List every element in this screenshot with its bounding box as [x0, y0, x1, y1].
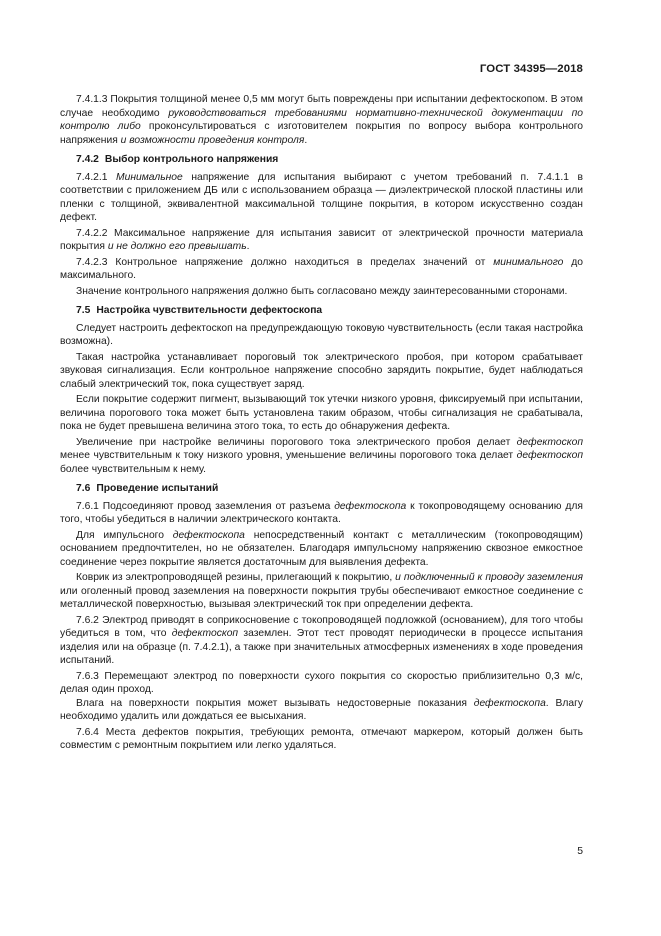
paragraph-7-6-1-b: Для импульсного дефектоскопа непосредственный контакт с металлическим (токопроводящим) основанием предпочтителен, но не обязателен. Благодаря импульсному напряжению сквозное емкостное соединение через покрытие является достаточным для выявления дефекта. [60, 529, 583, 568]
paragraph-7-6-3: 7.6.3 Перемещают электрод по поверхности сухого покрытия со скоростью приблизительно 0,3 м/с, делая один проход. [60, 670, 583, 695]
paragraph-7-4-2-2: 7.4.2.2 Максимальное напряжение для испытания зависит от электрической прочности материала покрытия и не должно его превышать. [60, 227, 583, 252]
section-heading-7-6: 7.6 Проведение испытаний [76, 483, 219, 494]
section-heading-7-5: 7.5 Настройка чувствительности дефектоскопа [76, 305, 323, 316]
paragraph-7-6-1: 7.6.1 Подсоединяют провод заземления от разъема дефектоскопа к токопроводящему основанию для того, чтобы убедиться в наличии электрического контакта. [60, 500, 584, 525]
document-code: ГОСТ 34395—2018 [479, 63, 583, 75]
paragraph-voltage-agreement: Значение контрольного напряжения должно быть согласовано между заинтересованными сторонами. [76, 285, 568, 297]
paragraph-7-5-a: Следует настроить дефектоскоп на предупреждающую токовую чувствительность (если такая настройка возможна). [60, 322, 583, 347]
paragraph-7-6-2: 7.6.2 Электрод приводят в соприкосновение с токопроводящей подложкой (основанием), для того чтобы убедиться в том, что дефектоскоп заземлен. Этот тест проводят периодически в процессе испытания изделия или на образце (п. 7.4.2.1), а также при значительных атмосферных изменениях в ходе проведения испытаний. [60, 614, 583, 666]
paragraph-7-4-2-3: 7.4.2.3 Контрольное напряжение должно находиться в пределах значений от минимального до максимального. [60, 256, 583, 281]
paragraph-7-5-d: Увеличение при настройке величины порогового тока электрического пробоя делает дефектоскоп менее чувствительным к току низкого уровня, уменьшение величины порогового тока делает дефектоскоп более чувствительным к нему. [60, 436, 583, 475]
document-body [60, 93, 583, 753]
paragraph-7-6-3-b: Влага на поверхности покрытия может вызывать недостоверные показания дефектоскопа. Влагу необходимо удалить или дождаться ее высыхания. [60, 697, 583, 722]
paragraph-7-4-2-1: 7.4.2.1 Минимальное напряжение для испытания выбирают с учетом требований п. 7.4.1.1 в соответствии с приложением ДБ или с использованием образца — диэлектрической плоской пластины или пленки с толщиной, эквивалентной максимальной толщине покрытия, в котором искусственно создан дефект. [60, 171, 583, 223]
paragraph-7-6-4: 7.6.4 Места дефектов покрытия, требующих ремонта, отмечают маркером, который должен быть совместим с ремонтным покрытием или легко удаляться. [60, 726, 583, 751]
paragraph-7-6-1-c: Коврик из электропроводящей резины, прилегающий к покрытию, и подключенный к проводу заземления или оголенный провод заземления на поверхности покрытия трубы обеспечивают емкостное соединение с металлической поверхностью, вызывая электрический ток при определении дефекта. [60, 572, 583, 610]
paragraph-7-4-1-3: 7.4.1.3 Покрытия толщиной менее 0,5 мм могут быть повреждены при испытании дефектоскопом. В этом случае необходимо руководствоваться требованиями нормативно-технической документации по контролю либо проконсультироваться с изготовителем покрытия по вопросу выбора контрольного напряжения и возможности проведения контроля. [60, 94, 583, 146]
paragraph-7-5-c: Если покрытие содержит пигмент, вызывающий ток утечки низкого уровня, фиксируемый при испытании, величина порогового тока может быть установлена таким образом, чтобы сигнализация не срабатывала, пока не будет превышена величина этого тока, то есть до обнаружения дефекта. [60, 394, 583, 432]
paragraph-7-5-b: Такая настройка устанавливает пороговый ток электрического пробоя, при котором срабатывает звуковая сигнализация. Если контрольное напряжение способно зарядить покрытие, будет наблюдаться слабый электрический ток, пока существует заряд. [60, 351, 583, 390]
page-number: 5 [577, 846, 583, 857]
section-heading-7-4-2: 7.4.2 Выбор контрольного напряжения [76, 154, 279, 165]
